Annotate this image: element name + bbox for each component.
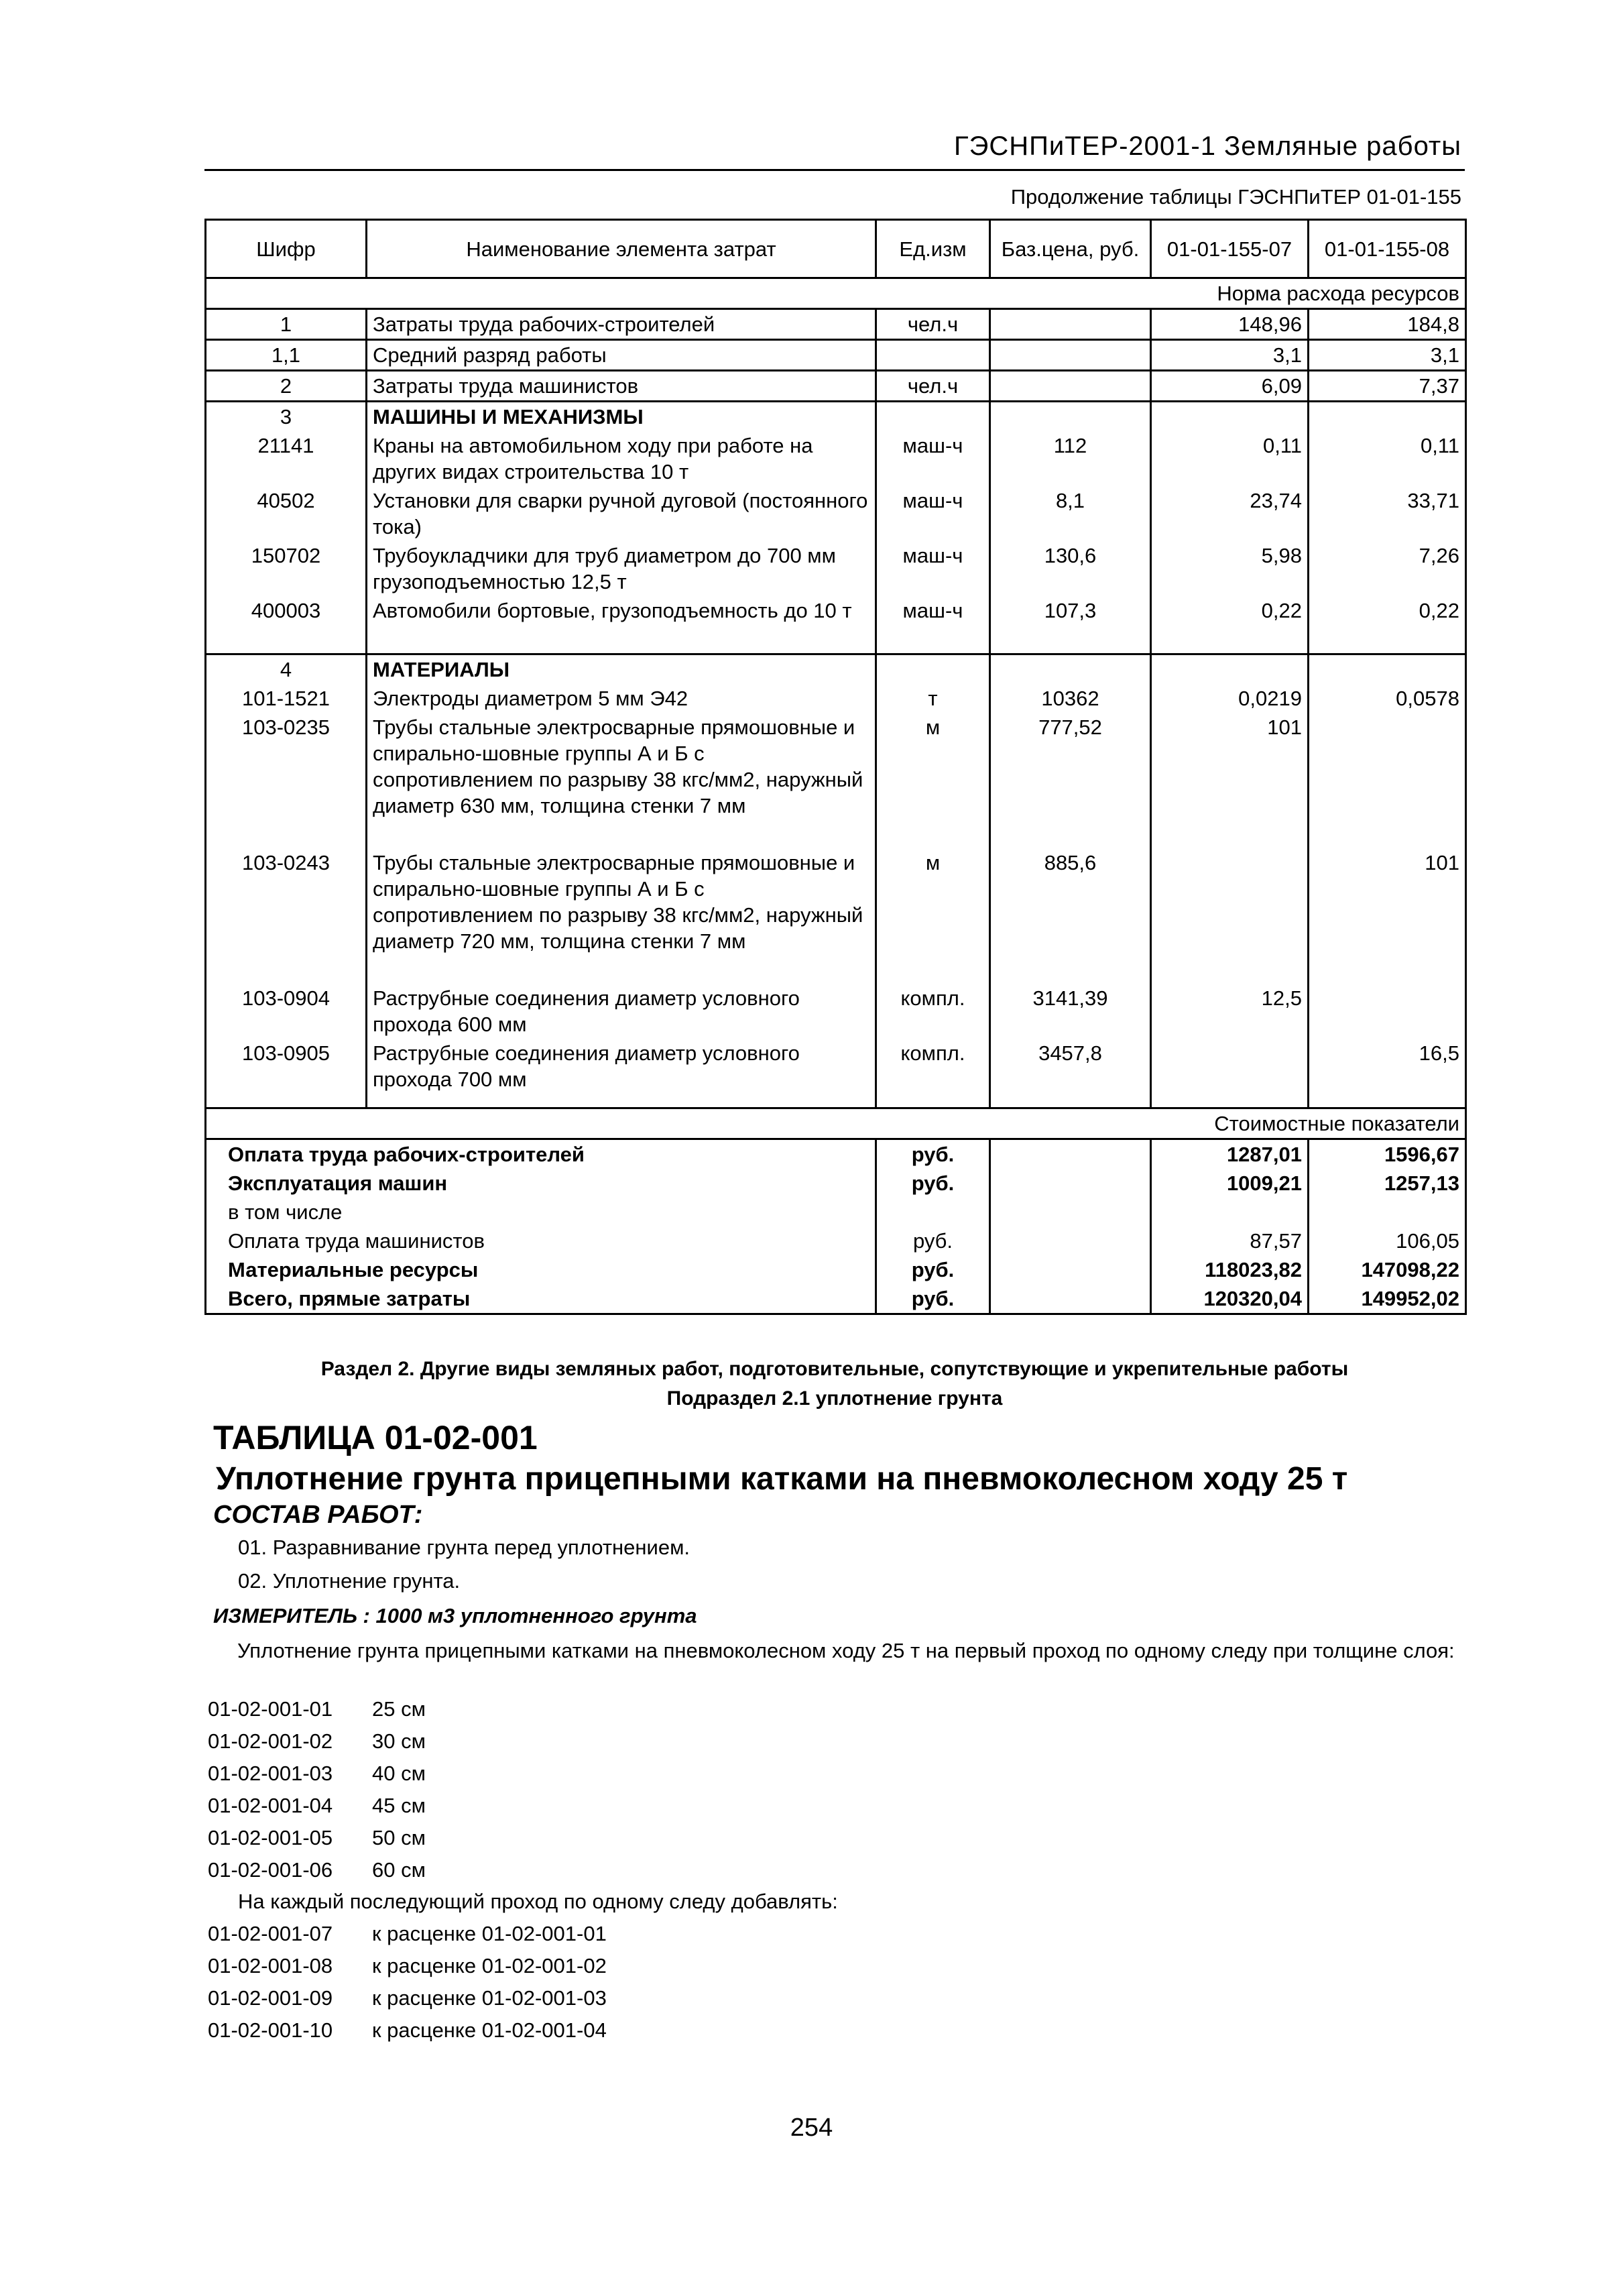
rate-code-row: [208, 1697, 426, 1721]
row-value-08: 101: [1309, 848, 1466, 956]
page-number: 254: [790, 2114, 833, 2142]
cost-unit: руб.: [876, 1255, 990, 1284]
row-value-08: [1309, 984, 1466, 1039]
section-title: Раздел 2. Другие виды земляных работ, подготовительные, сопутствующие и укрепительные работы: [320, 1358, 1349, 1380]
operation-item: 01. Разравнивание грунта перед уплотнением.: [238, 1536, 690, 1559]
row-code: 103-0243: [206, 848, 367, 956]
col-header-price: Баз.цена, руб.: [990, 220, 1151, 278]
rate-code: 01-02-001-03: [208, 1762, 333, 1785]
table-row: [206, 984, 1466, 1039]
rate-code-text: к расценке 01-02-001-01: [372, 1922, 607, 1945]
cost-row: [206, 1226, 1466, 1255]
row-code: 400003: [206, 596, 367, 625]
row-unit: т: [876, 684, 990, 713]
row-value-07: 5,98: [1151, 541, 1309, 596]
cost-row: [206, 1169, 1466, 1198]
table-row: [206, 340, 1466, 371]
header-rule: [204, 169, 1465, 171]
rate-code: 01-02-001-05: [208, 1826, 333, 1849]
rate-code: 01-02-001-07: [208, 1922, 333, 1945]
row-code: 103-0235: [206, 713, 367, 820]
cost-value-07: 1009,21: [1151, 1169, 1309, 1198]
row-value-07: 101: [1151, 713, 1309, 820]
row-name: Трубы стальные электросварные прямошовные и спирально-шовные группы А и Б с сопротивлением по разрыву 38 кгс/мм2, наружный диаметр 630 мм, толщина стенки 7 мм: [367, 713, 876, 820]
table-name: Уплотнение грунта прицепными катками на пневмоколесном ходу 25 т: [216, 1461, 1348, 1497]
norm-heading: Норма расхода ресурсов: [206, 278, 1466, 309]
norm-heading-row: [206, 278, 1466, 309]
additional-pass-note: На каждый последующий проход по одному следу добавлять:: [238, 1890, 838, 1913]
row-name: Трубоукладчики для труб диаметром до 700 мм грузоподъемностью 12,5 т: [367, 541, 876, 596]
row-name: Установки для сварки ручной дуговой (постоянного тока): [367, 486, 876, 541]
row-value-08: 7,26: [1309, 541, 1466, 596]
row-unit: [876, 340, 990, 371]
row-price: [990, 371, 1151, 402]
row-name: Средний разряд работы: [367, 340, 876, 371]
row-value-07: 0,0219: [1151, 684, 1309, 713]
row-unit: маш-ч: [876, 486, 990, 541]
row-price: 3141,39: [990, 984, 1151, 1039]
cost-heading-row: [206, 1108, 1466, 1139]
cost-unit: [876, 1198, 990, 1226]
row-unit: м: [876, 848, 990, 956]
cost-value-08: 1596,67: [1309, 1139, 1466, 1169]
row-value-07: [1151, 848, 1309, 956]
cost-name: Эксплуатация машин: [206, 1169, 876, 1198]
row-code: 1,1: [206, 340, 367, 371]
cost-name: Оплата труда машинистов: [206, 1226, 876, 1255]
row-value-08: 0,0578: [1309, 684, 1466, 713]
row-unit: компл.: [876, 1039, 990, 1094]
cost-value-07: [1151, 1198, 1309, 1226]
additional-code-row: [208, 1922, 607, 1946]
table-row: [206, 848, 1466, 956]
row-code: 103-0904: [206, 984, 367, 1039]
section-heading: [204, 1355, 1465, 1414]
rate-code-row: [208, 1762, 426, 1786]
machines-heading: МАШИНЫ И МЕХАНИЗМЫ: [367, 402, 876, 432]
cost-value-08: 147098,22: [1309, 1255, 1466, 1284]
table-continuation-caption: Продолжение таблицы ГЭСНПиТЕР 01-01-155: [1010, 185, 1461, 209]
row-unit: маш-ч: [876, 541, 990, 596]
col-header-name: Наименование элемента затрат: [367, 220, 876, 278]
rate-code: 01-02-001-06: [208, 1858, 333, 1882]
table-row: [206, 541, 1466, 596]
row-value-08: 3,1: [1309, 340, 1466, 371]
additional-code-row: [208, 1986, 607, 2010]
row-name: Затраты труда машинистов: [367, 371, 876, 402]
row-name: Трубы стальные электросварные прямошовные и спирально-шовные группы А и Б с сопротивлением по разрыву 38 кгс/мм2, наружный диаметр 720 мм, толщина стенки 7 мм: [367, 848, 876, 956]
col-header-code: Шифр: [206, 220, 367, 278]
row-name: Краны на автомобильном ходу при работе на других видах строительства 10 т: [367, 431, 876, 486]
col-header-rate-07: 01-01-155-07: [1151, 220, 1309, 278]
row-value-07: [1151, 1039, 1309, 1094]
row-value-08: 16,5: [1309, 1039, 1466, 1094]
cost-name: Оплата труда рабочих-строителей: [206, 1139, 876, 1169]
cost-value-07: 120320,04: [1151, 1284, 1309, 1314]
rate-code-text: 60 см: [372, 1858, 426, 1882]
rate-code-text: к расценке 01-02-001-03: [372, 1986, 607, 2010]
cost-value-08: 106,05: [1309, 1226, 1466, 1255]
row-value-07: 0,22: [1151, 596, 1309, 625]
row-price: 8,1: [990, 486, 1151, 541]
running-title: ГЭСНПиТЕР-2001-1 Земляные работы: [954, 131, 1461, 161]
rate-code-text: к расценке 01-02-001-02: [372, 1954, 607, 1977]
cost-value-07: 118023,82: [1151, 1255, 1309, 1284]
additional-code-row: [208, 1954, 607, 1978]
row-name: Раструбные соединения диаметр условного прохода 600 мм: [367, 984, 876, 1039]
cost-heading: Стоимостные показатели: [206, 1108, 1466, 1139]
row-name: Раструбные соединения диаметр условного прохода 700 мм: [367, 1039, 876, 1094]
rate-code-text: 45 см: [372, 1794, 426, 1817]
row-name: Электроды диаметром 5 мм Э42: [367, 684, 876, 713]
cost-value-08: 149952,02: [1309, 1284, 1466, 1314]
row-unit: маш-ч: [876, 596, 990, 625]
rate-code: 01-02-001-04: [208, 1794, 333, 1817]
rate-code-row: [208, 1729, 426, 1754]
row-value-07: 0,11: [1151, 431, 1309, 486]
rate-code: 01-02-001-02: [208, 1729, 333, 1753]
cost-row: [206, 1139, 1466, 1169]
row-value-07: 148,96: [1151, 309, 1309, 340]
row-name: Автомобили бортовые, грузоподъемность до 10 т: [367, 596, 876, 625]
row-price: 112: [990, 431, 1151, 486]
row-code: 40502: [206, 486, 367, 541]
cost-name: Всего, прямые затраты: [206, 1284, 876, 1314]
rate-code: 01-02-001-10: [208, 2018, 333, 2042]
row-value-08: 0,11: [1309, 431, 1466, 486]
table-row: [206, 486, 1466, 541]
row-code: 103-0905: [206, 1039, 367, 1094]
row-value-08: 33,71: [1309, 486, 1466, 541]
row-value-08: 184,8: [1309, 309, 1466, 340]
rate-code-row: [208, 1858, 426, 1882]
row-value-07: 3,1: [1151, 340, 1309, 371]
cost-row: [206, 1255, 1466, 1284]
row-code: 150702: [206, 541, 367, 596]
rate-code-row: [208, 1826, 426, 1850]
cost-value-08: 1257,13: [1309, 1169, 1466, 1198]
row-price: 10362: [990, 684, 1151, 713]
row-value-08: [1309, 713, 1466, 820]
work-composition-heading: СОСТАВ РАБОТ:: [213, 1501, 423, 1529]
cost-row: [206, 1284, 1466, 1314]
col-header-rate-08: 01-01-155-08: [1309, 220, 1466, 278]
table-header-row: [206, 220, 1466, 278]
subsection-title: Подраздел 2.1 уплотнение грунта: [666, 1387, 1003, 1410]
table-row: [206, 713, 1466, 820]
rate-description: Уплотнение грунта прицепными катками на пневмоколесном ходу 25 т на первый проход по одному следу при толщине слоя:: [237, 1639, 1455, 1662]
row-code: 1: [206, 309, 367, 340]
cost-unit: руб.: [876, 1284, 990, 1314]
table-number-title: ТАБЛИЦА 01-02-001: [213, 1419, 538, 1456]
cost-row: [206, 1198, 1466, 1226]
rate-code-text: 25 см: [372, 1697, 426, 1721]
row-value-08: 7,37: [1309, 371, 1466, 402]
row-value-08: 0,22: [1309, 596, 1466, 625]
cost-unit: руб.: [876, 1226, 990, 1255]
row-price: [990, 309, 1151, 340]
additional-code-row: [208, 2018, 607, 2043]
row-value-07: 12,5: [1151, 984, 1309, 1039]
rate-code: 01-02-001-08: [208, 1954, 333, 1977]
row-price: 130,6: [990, 541, 1151, 596]
row-price: 107,3: [990, 596, 1151, 625]
row-unit: м: [876, 713, 990, 820]
row-unit: чел.ч: [876, 309, 990, 340]
row-price: [990, 340, 1151, 371]
row-code: 101-1521: [206, 684, 367, 713]
row-price: 885,6: [990, 848, 1151, 956]
machines-heading-code: 3: [206, 402, 367, 432]
row-unit: чел.ч: [876, 371, 990, 402]
row-value-07: 6,09: [1151, 371, 1309, 402]
table-row: [206, 371, 1466, 402]
table-row: [206, 1039, 1466, 1094]
table-row: [206, 596, 1466, 625]
cost-value-07: 87,57: [1151, 1226, 1309, 1255]
table-row: [206, 431, 1466, 486]
rate-code-text: 30 см: [372, 1729, 426, 1753]
rate-code: 01-02-001-09: [208, 1986, 333, 2010]
rate-code-text: к расценке 01-02-001-04: [372, 2018, 607, 2042]
materials-heading: МАТЕРИАЛЫ: [367, 654, 876, 685]
row-name: Затраты труда рабочих-строителей: [367, 309, 876, 340]
machines-heading-row: [206, 402, 1466, 432]
row-price: 3457,8: [990, 1039, 1151, 1094]
cost-value-08: [1309, 1198, 1466, 1226]
cost-value-07: 1287,01: [1151, 1139, 1309, 1169]
materials-heading-row: [206, 654, 1466, 685]
row-unit: маш-ч: [876, 431, 990, 486]
operation-item: 02. Уплотнение грунта.: [238, 1569, 461, 1593]
row-unit: компл.: [876, 984, 990, 1039]
table-row: [206, 309, 1466, 340]
cost-name: в том числе: [206, 1198, 876, 1226]
row-code: 21141: [206, 431, 367, 486]
row-price: 777,52: [990, 713, 1151, 820]
rate-code-text: 40 см: [372, 1762, 426, 1785]
row-value-07: 23,74: [1151, 486, 1309, 541]
meter-line: ИЗМЕРИТЕЛЬ : 1000 м3 уплотненного грунта: [213, 1604, 697, 1627]
cost-name: Материальные ресурсы: [206, 1255, 876, 1284]
table-row: [206, 684, 1466, 713]
rate-code-text: 50 см: [372, 1826, 426, 1849]
resource-table: [204, 219, 1467, 1315]
col-header-unit: Ед.изм: [876, 220, 990, 278]
row-code: 2: [206, 371, 367, 402]
materials-heading-code: 4: [206, 654, 367, 685]
cost-unit: руб.: [876, 1139, 990, 1169]
rate-code-row: [208, 1794, 426, 1818]
cost-unit: руб.: [876, 1169, 990, 1198]
rate-code: 01-02-001-01: [208, 1697, 333, 1721]
